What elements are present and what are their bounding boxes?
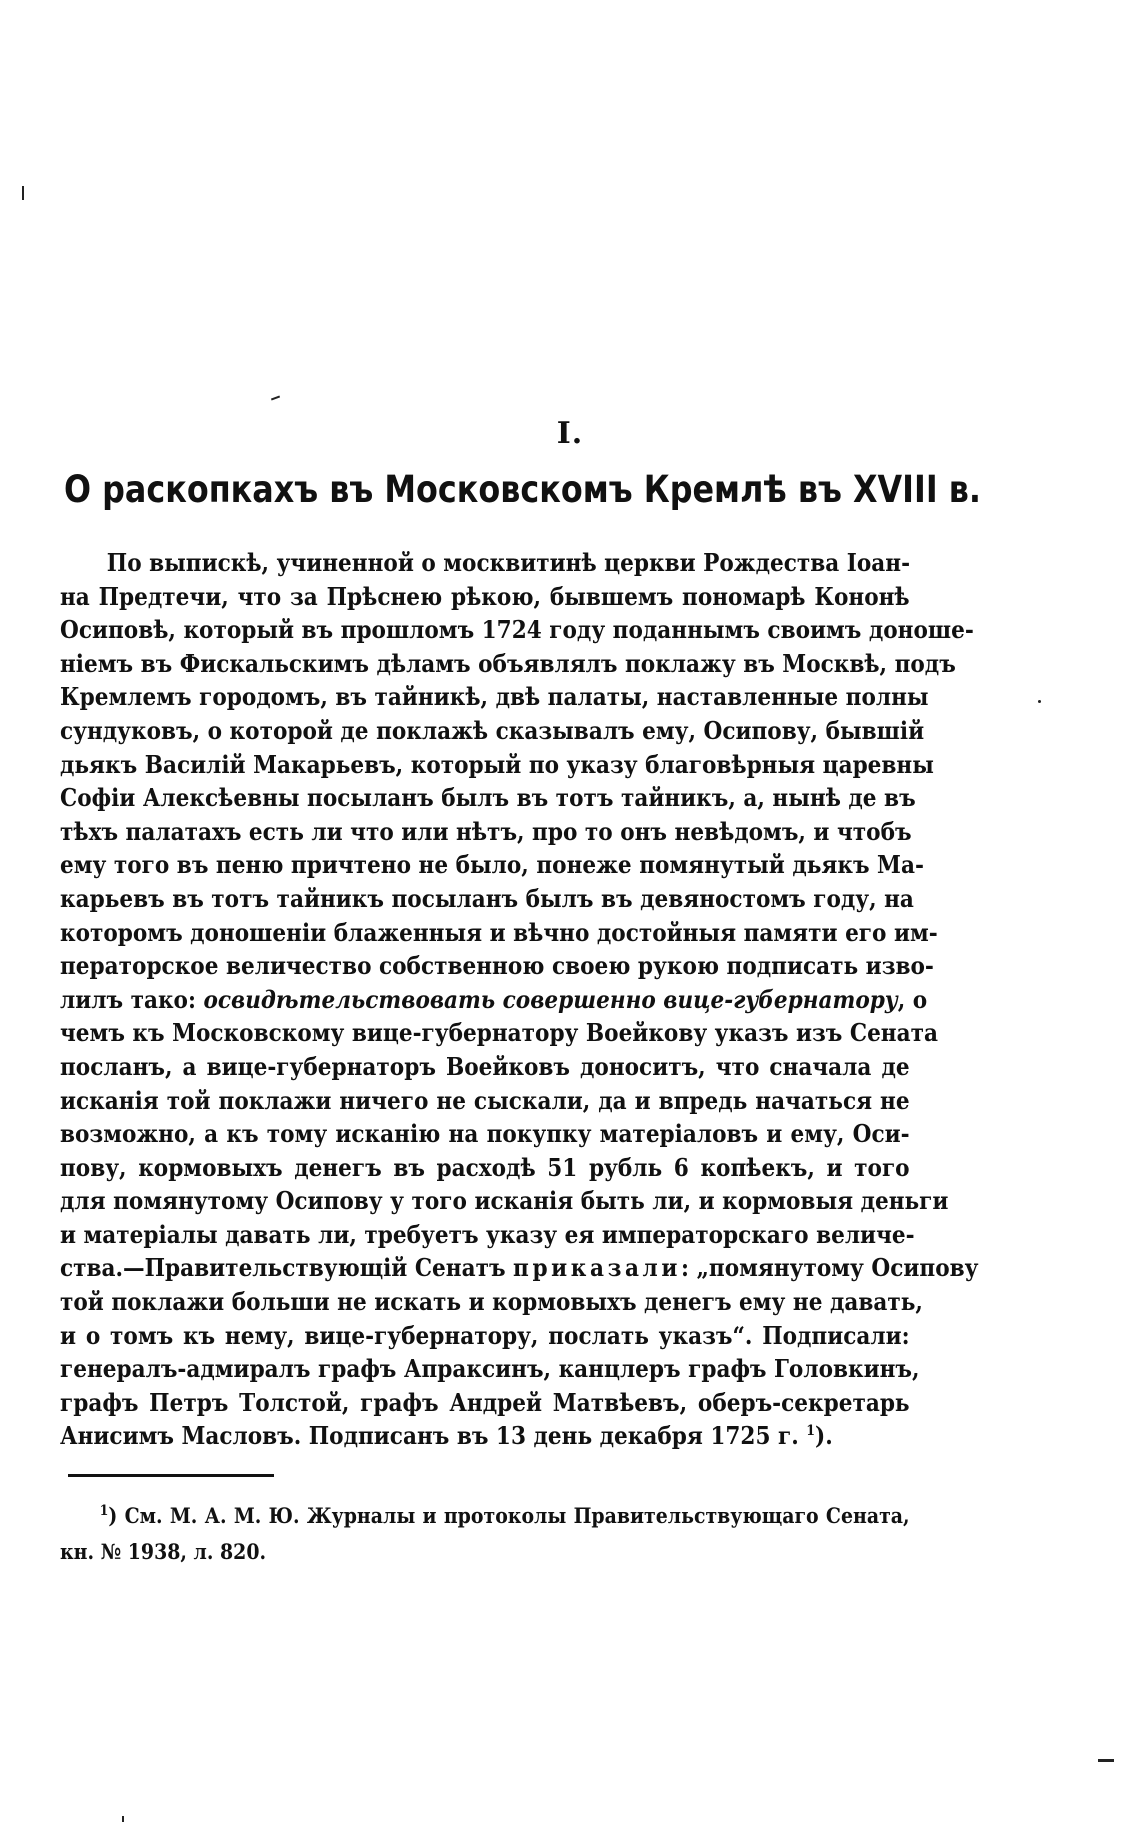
text-line: посланъ, а вице-губернаторъ Воейковъ доноситъ, что сначала де [60, 1051, 910, 1081]
text-line: которомъ доношеніи блаженныя и вѣчно достойныя памяти его им- [60, 917, 938, 947]
text-line: возможно, а къ тому исканію на покупку матеріаловъ и ему, Оси- [60, 1119, 910, 1149]
scan-speck [1038, 700, 1041, 703]
text-line: По выпискѣ, учиненной о москвитинѣ церкви Рождества Іоан- [106, 548, 911, 577]
text-segment: ства.—Правительствующій Сенатъ [60, 1253, 514, 1283]
footnote-marker[interactable]: 1 [806, 1423, 816, 1440]
text-line: пову, кормовыхъ денегъ въ расходѣ 51 рубль 6 копѣекъ, и того [60, 1152, 910, 1182]
scan-speck [22, 186, 24, 200]
text-line: графъ Петръ Толстой, графъ Андрей Матвѣевъ, оберъ-секретарь [60, 1387, 910, 1417]
footnote-line: кн. № 1938, л. 820. [60, 1539, 267, 1564]
text-line: на Предтечи, что за Прѣснею рѣкою, бывшемъ пономарѣ Кононѣ [60, 581, 910, 611]
text-line: Софіи Алексѣевны посыланъ былъ въ тотъ тайникъ, а, нынѣ де въ [60, 783, 916, 813]
text-line: карьевъ въ тотъ тайникъ посыланъ былъ въ девяностомъ году, на [60, 883, 914, 913]
text-segment: : „помянутому Осипову [681, 1253, 979, 1283]
section-number: I. [556, 416, 584, 451]
text-line [60, 1251, 979, 1285]
text-line: и о томъ къ нему, вице-губернатору, послать указъ“. Подписали: [60, 1320, 910, 1350]
italic-quote: освидѣтельствовать совершенно вице-губернатору [203, 984, 898, 1014]
text-line: для помянутому Осипову у того исканія быть ли, и кормовыя деньги [60, 1186, 949, 1216]
text-line: ніемъ въ Фискальскимъ дѣламъ объявлялъ поклажу въ Москвѣ, подъ [60, 648, 956, 678]
chapter-title: О раскопкахъ въ Московскомъ Кремлѣ въ XVIII в. [64, 468, 981, 511]
text-line: сундуковъ, о которой де поклажѣ сказывалъ ему, Осипову, бывшій [60, 715, 925, 745]
text-line: исканія той поклажи ничего не сыскали, да и впредь начаться не [60, 1085, 910, 1115]
text-segment: Анисимъ Масловъ. Подписанъ въ 13 день декабря 1725 г. [60, 1421, 799, 1451]
text-line: тѣхъ палатахъ есть ли что или нѣтъ, про то онъ невѣдомъ, и чтобъ [60, 816, 912, 846]
text-segment: , о [897, 984, 928, 1014]
text-line: ему того въ пеню причтено не было, понеже помянутый дьякъ Ма- [60, 850, 924, 880]
footnote-divider [68, 1474, 274, 1477]
text-segment: ). [815, 1421, 833, 1451]
text-line: Кремлемъ городомъ, въ тайникѣ, двѣ палаты, наставленные полны [60, 682, 929, 712]
text-line: и матеріалы давать ли, требуетъ указу ея императорскаго величе- [60, 1219, 915, 1249]
scan-speck [271, 396, 280, 401]
text-segment: лилъ тако: [60, 984, 204, 1014]
footnote-number: 1 [99, 1503, 109, 1519]
spaced-word: приказали [513, 1253, 682, 1283]
body-paragraph [60, 546, 979, 1453]
text-line: Осиповѣ, который въ прошломъ 1724 году поданнымъ своимъ доноше- [60, 615, 974, 645]
footnote-text: ) См. М. А. М. Ю. Журналы и протоколы Правительствующаго Сената, [108, 1503, 910, 1528]
text-line: той поклажи больши не искать и кормовыхъ денегъ ему не давать, [60, 1287, 923, 1317]
text-line: ператорское величество собственною своею рукою подписать изво- [60, 951, 934, 981]
text-line [60, 983, 928, 1017]
text-line: дьякъ Василій Макарьевъ, который по указу благовѣрныя царевны [60, 749, 934, 779]
text-line: чемъ къ Московскому вице-губернатору Воейкову указъ изъ Сената [60, 1018, 939, 1048]
scan-speck [122, 1816, 124, 1822]
scan-speck [1098, 1759, 1114, 1762]
text-line [60, 1419, 910, 1453]
text-line: генералъ-адмиралъ графъ Апраксинъ, канцлеръ графъ Головкинъ, [60, 1354, 920, 1384]
footnote [60, 1498, 910, 1570]
footnote-line [60, 1498, 910, 1534]
